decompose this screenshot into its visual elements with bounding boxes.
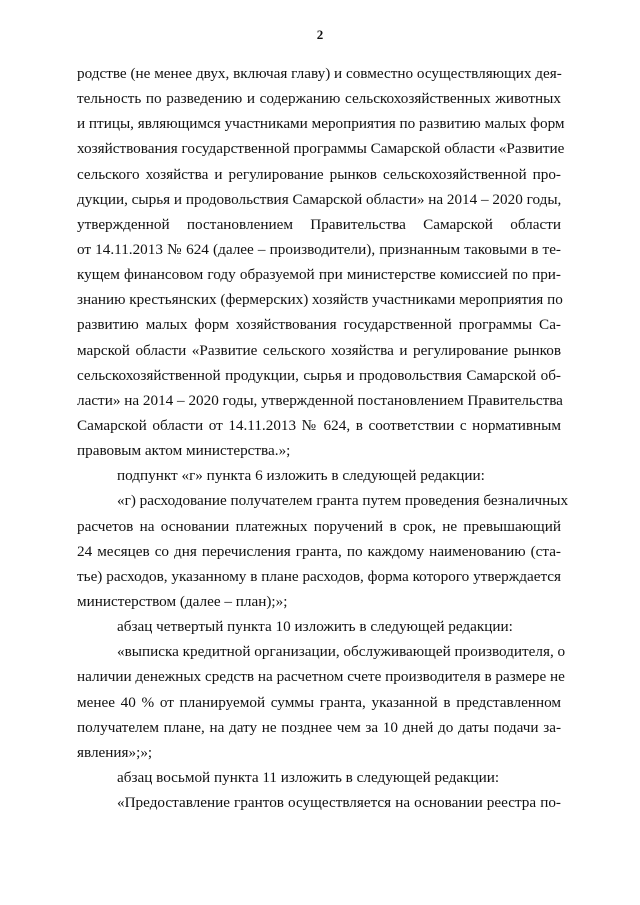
text-line-18: «г) расходование получателем гранта путем проведения безналичных xyxy=(117,492,569,510)
text-line-29: абзац восьмой пункта 11 изложить в следующей редакции: xyxy=(117,768,500,786)
text-line-4: хозяйствования государственной программы Самарской области «Развитие xyxy=(77,140,565,158)
text-line-21: тье) расходов, указанному в плане расходов, форма которого утверждается xyxy=(77,567,561,585)
text-line-10: знанию крестьянских (фермерских) хозяйств участниками мероприятия по xyxy=(77,291,563,309)
text-line-16: правовым актом министерства.»; xyxy=(77,442,291,460)
text-line-6: дукции, сырья и продовольствия Самарской области» на 2014 – 2020 годы, xyxy=(77,190,562,208)
text-line-12: марской области «Развитие сельского хозяйства и регулирование рынков xyxy=(77,341,561,359)
text-line-13: сельскохозяйственной продукции, сырья и продовольствия Самарской об- xyxy=(77,366,561,384)
text-line-28: явления»;»; xyxy=(77,743,153,761)
text-line-15: Самарской области от 14.11.2013 № 624, в соответствии с нормативным xyxy=(77,416,561,434)
text-line-26: менее 40 % от планируемой суммы гранта, указанной в представленном xyxy=(77,693,561,711)
text-line-5: сельского хозяйства и регулирование рынков сельскохозяйственной про- xyxy=(77,165,561,183)
text-line-3: и птицы, являющимся участниками мероприятия по развитию малых форм xyxy=(77,115,565,133)
text-line-30: «Предоставление грантов осуществляется на основании реестра по- xyxy=(117,794,561,812)
text-line-24: «выписка кредитной организации, обслуживающей производителя, о xyxy=(117,643,566,661)
text-line-20: 24 месяцев со дня перечисления гранта, по каждому наименованию (ста- xyxy=(77,542,561,560)
text-line-8: от 14.11.2013 № 624 (далее – производители), признанным таковыми в те- xyxy=(77,240,561,258)
page-number: 2 xyxy=(316,27,324,42)
text-line-2: тельность по разведению и содержанию сельскохозяйственных животных xyxy=(77,90,561,108)
text-line-17: подпункт «г» пункта 6 изложить в следующей редакции: xyxy=(117,467,485,485)
text-line-14: ласти» на 2014 – 2020 годы, утвержденной постановлением Правительства xyxy=(77,391,563,409)
text-line-22: министерством (далее – план);»; xyxy=(77,592,288,610)
text-line-23: абзац четвертый пункта 10 изложить в следующей редакции: xyxy=(117,618,513,636)
text-line-9: кущем финансовом году образуемой при министерстве комиссией по при- xyxy=(77,266,561,284)
text-line-25: наличии денежных средств на расчетном счете производителя в размере не xyxy=(77,668,565,686)
document-body xyxy=(77,61,569,815)
text-line-27: получателем плане, на дату не позднее чем за 10 дней до даты подачи за- xyxy=(77,718,561,736)
text-line-11: развитию малых форм хозяйствования государственной программы Са- xyxy=(77,316,561,334)
text-line-1: родстве (не менее двух, включая главу) и совместно осуществляющих дея- xyxy=(77,65,562,82)
text-line-7: утвержденной постановлением Правительства Самарской области xyxy=(77,215,561,233)
text-line-19: расчетов на основании платежных поручений в срок, не превышающий xyxy=(77,517,561,535)
